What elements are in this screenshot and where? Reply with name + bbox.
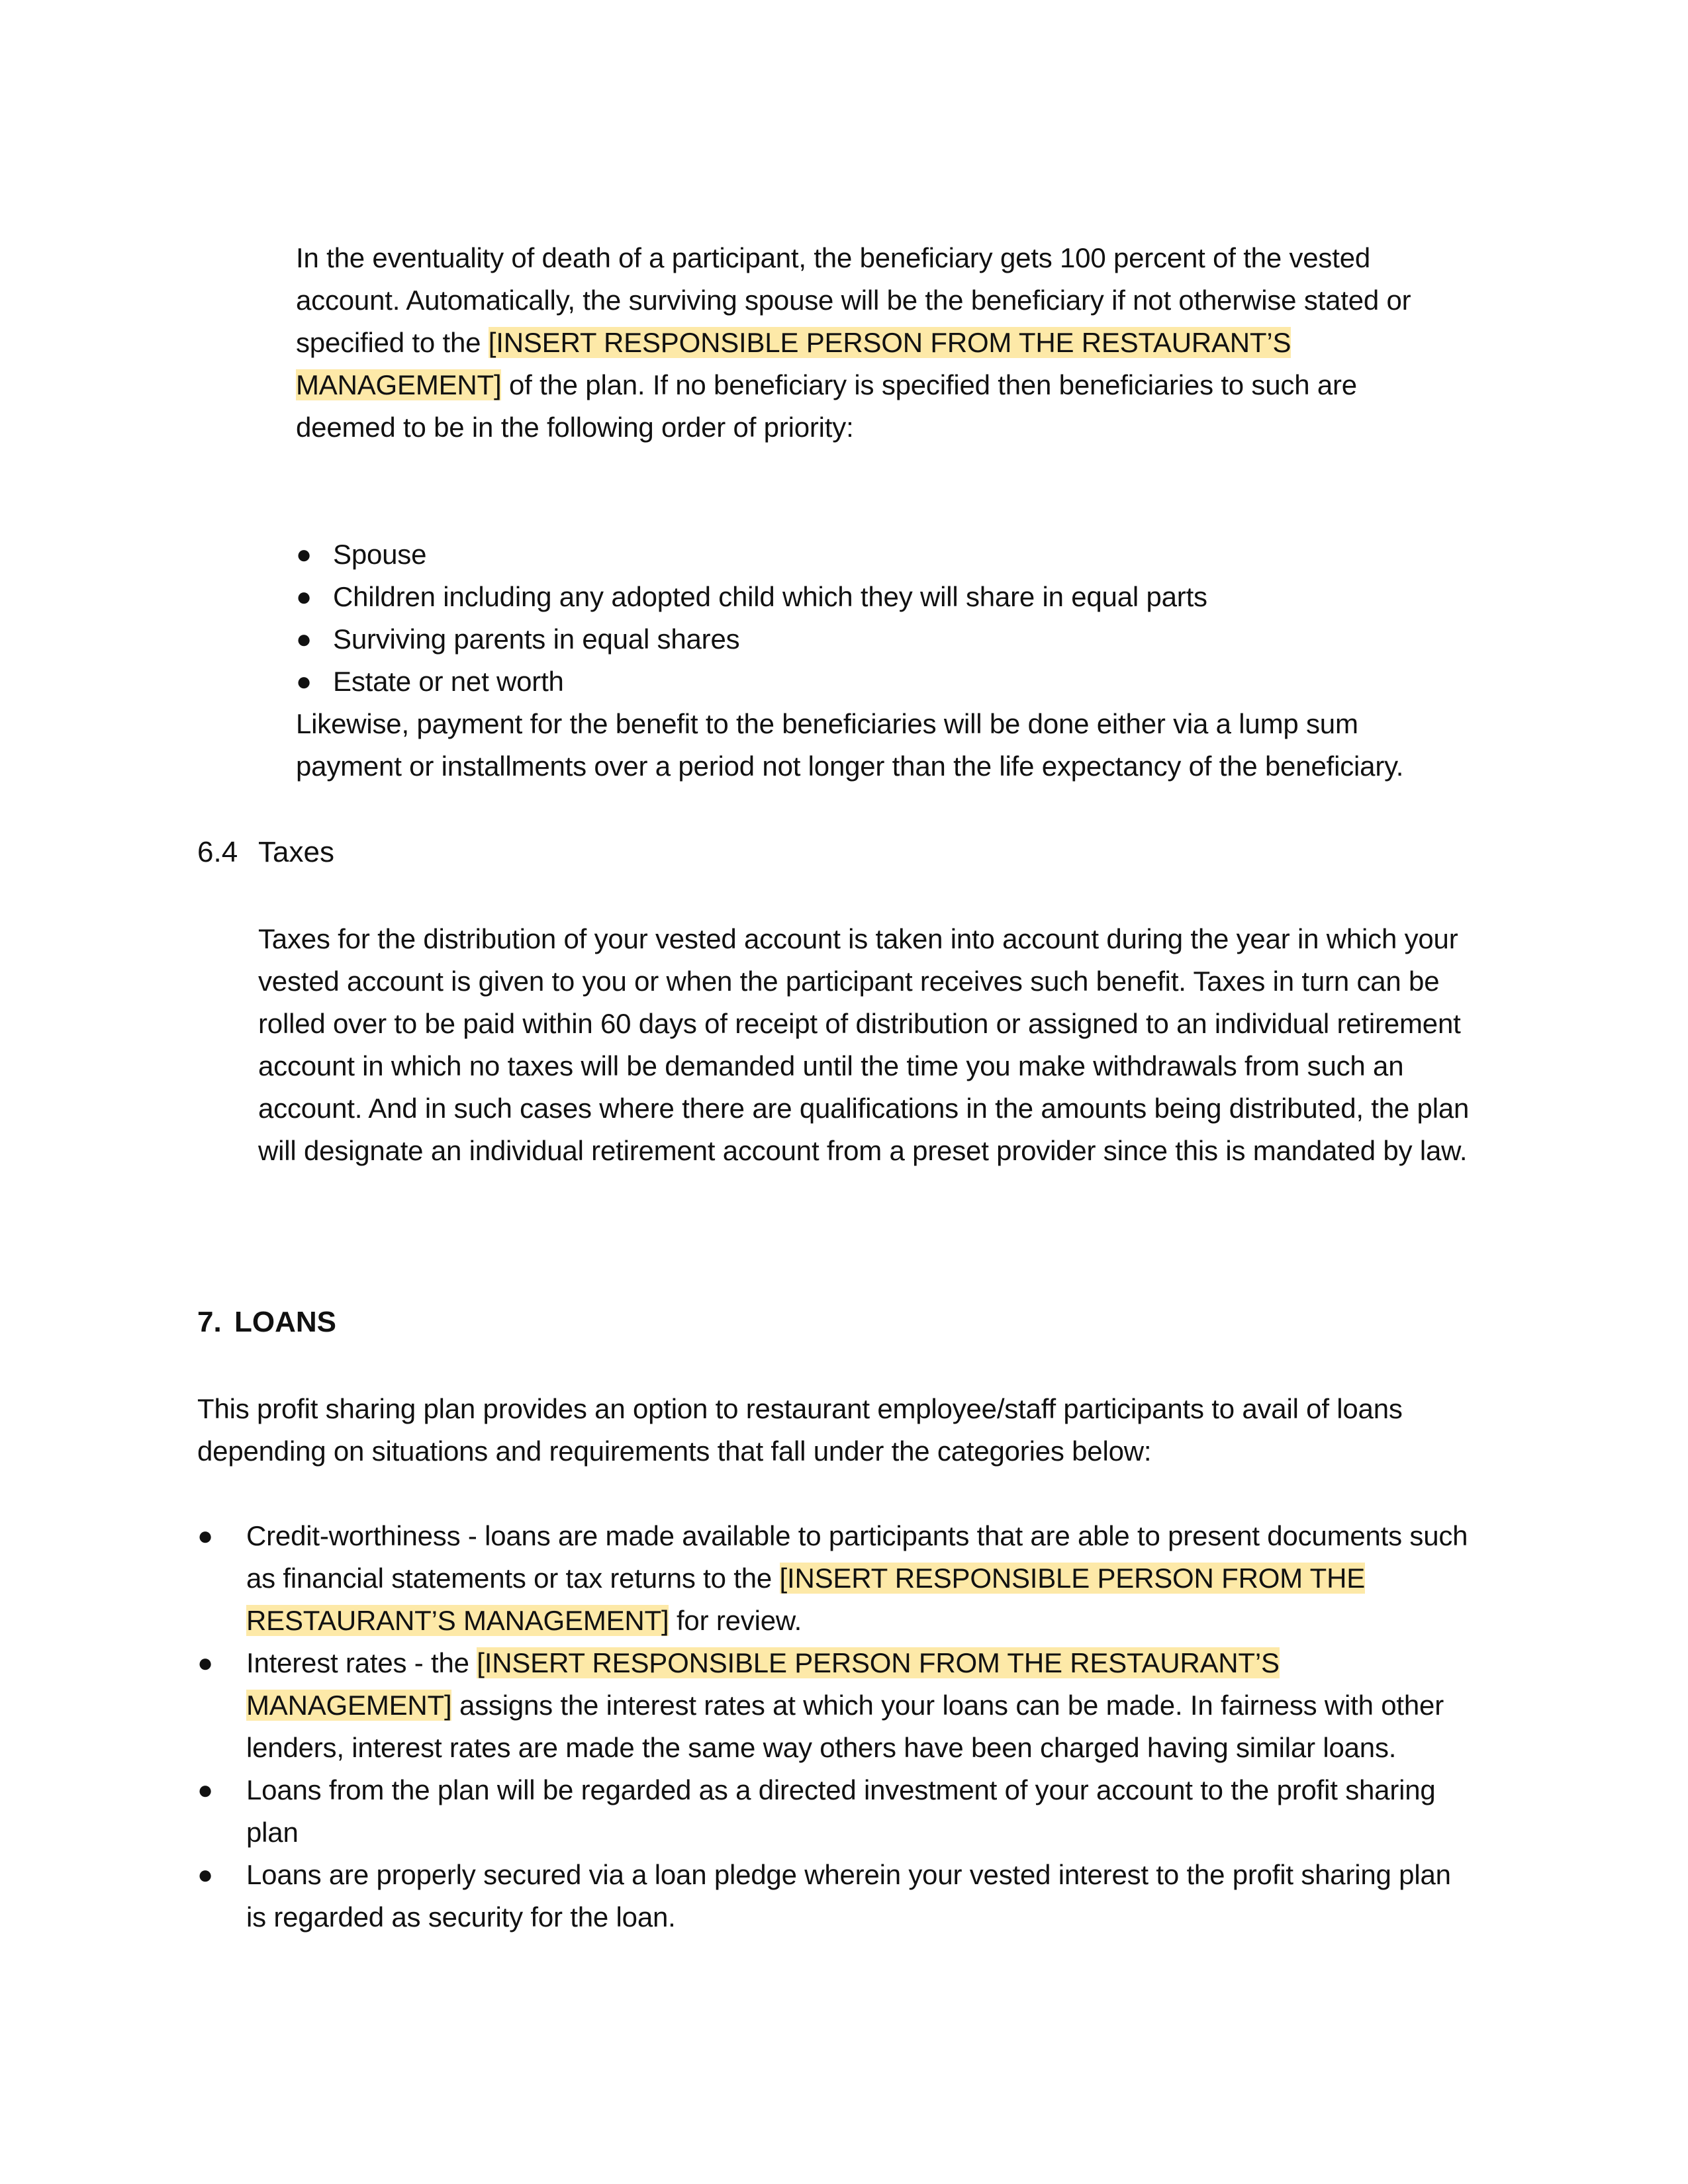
loan-categories-list (197, 1515, 1475, 1938)
list-item-text-continued: for review. (669, 1605, 802, 1636)
list-item-directed-investment (197, 1769, 1475, 1854)
responsible-person-placeholder: [INSERT RESPONSIBLE PERSON FROM THE RESTAURANT’S MANAGEMENT] (246, 1647, 1280, 1721)
bullet-icon: ● (197, 1649, 213, 1678)
list-item-text: Loans are properly secured via a loan pledge wherein your vested interest to the profit sharing plan is regarded as security for the loan. (246, 1859, 1451, 1933)
section-number: 7. (197, 1306, 222, 1338)
list-item-interest-rates (197, 1642, 1475, 1769)
section-heading-loans (197, 1301, 336, 1343)
list-item-text-continued: assigns the interest rates at which your loans can be made. In fairness with other lenders, interest rates are made the same way others have been charged having similar loans. (246, 1690, 1444, 1763)
bullet-icon: ● (296, 540, 312, 569)
taxes-text: Taxes for the distribution of your vested account is taken into account during the year in which your vested account is given to you or when the participant receives such benefit. Taxes in turn can be rolled over to be paid within 60 days of receipt of distribution or assigned to an individual retirement account in which no taxes will be demanded until the time you make withdrawals from such an account. And in such cases where there are qualifications in the amounts being distributed, the plan will designate an individual retirement account from a preset provider since this is mandated by law. (258, 923, 1470, 1166)
bullet-icon: ● (197, 1776, 213, 1805)
list-item-text: Loans from the plan will be regarded as a directed investment of your account to the profit sharing plan (246, 1774, 1436, 1848)
payment-text: Likewise, payment for the benefit to the beneficiaries will be done either via a lump sum payment or installments over a period not longer than the life expectancy of the beneficiary. (296, 708, 1404, 782)
bullet-icon: ● (197, 1522, 213, 1551)
bullet-icon: ● (296, 625, 312, 654)
bullet-icon: ● (296, 667, 312, 696)
list-item-text: Interest rates - the (246, 1647, 477, 1678)
beneficiary-priority-list (296, 533, 1461, 703)
section-title: Taxes (258, 836, 334, 868)
loans-intro-text: This profit sharing plan provides an option to restaurant employee/staff participants to avail of loans depending on situations and requirements that fall under the categories below: (197, 1393, 1403, 1467)
responsible-person-placeholder: [INSERT RESPONSIBLE PERSON FROM THE RESTAURANT’S MANAGEMENT] (296, 327, 1291, 400)
list-item-text: Estate or net worth (333, 666, 564, 697)
list-item-text: Spouse (333, 539, 427, 570)
section-number: 6.4 (197, 836, 238, 868)
bullet-icon: ● (197, 1860, 213, 1889)
beneficiary-intro-text: In the eventuality of death of a participant, the beneficiary gets 100 percent of the vested account. Automatically, the surviving spouse will be the beneficiary if not otherwise stated or specified to the (296, 242, 1411, 358)
section-heading-taxes (197, 831, 334, 874)
list-item (296, 576, 1461, 618)
beneficiary-intro-paragraph (296, 237, 1461, 449)
section-title: LOANS (234, 1306, 336, 1338)
beneficiary-intro-text-continued: of the plan. If no beneficiary is specified then beneficiaries to such are deemed to be in the following order of priority: (296, 369, 1357, 443)
list-item (296, 618, 1461, 660)
taxes-paragraph (258, 918, 1489, 1172)
list-item-credit-worthiness (197, 1515, 1475, 1642)
loans-intro-paragraph (197, 1388, 1468, 1473)
list-item (296, 533, 1461, 576)
list-item-text: Credit-worthiness - loans are made available to participants that are able to present documents such as financial statements or tax returns to the (246, 1520, 1468, 1594)
payment-paragraph (296, 703, 1461, 788)
bullet-icon: ● (296, 582, 312, 612)
list-item (296, 660, 1461, 703)
list-item-text: Children including any adopted child which they will share in equal parts (333, 581, 1207, 612)
list-item-loan-security (197, 1854, 1475, 1938)
responsible-person-placeholder: [INSERT RESPONSIBLE PERSON FROM THE RESTAURANT’S MANAGEMENT] (246, 1563, 1366, 1636)
list-item-text: Surviving parents in equal shares (333, 623, 740, 655)
